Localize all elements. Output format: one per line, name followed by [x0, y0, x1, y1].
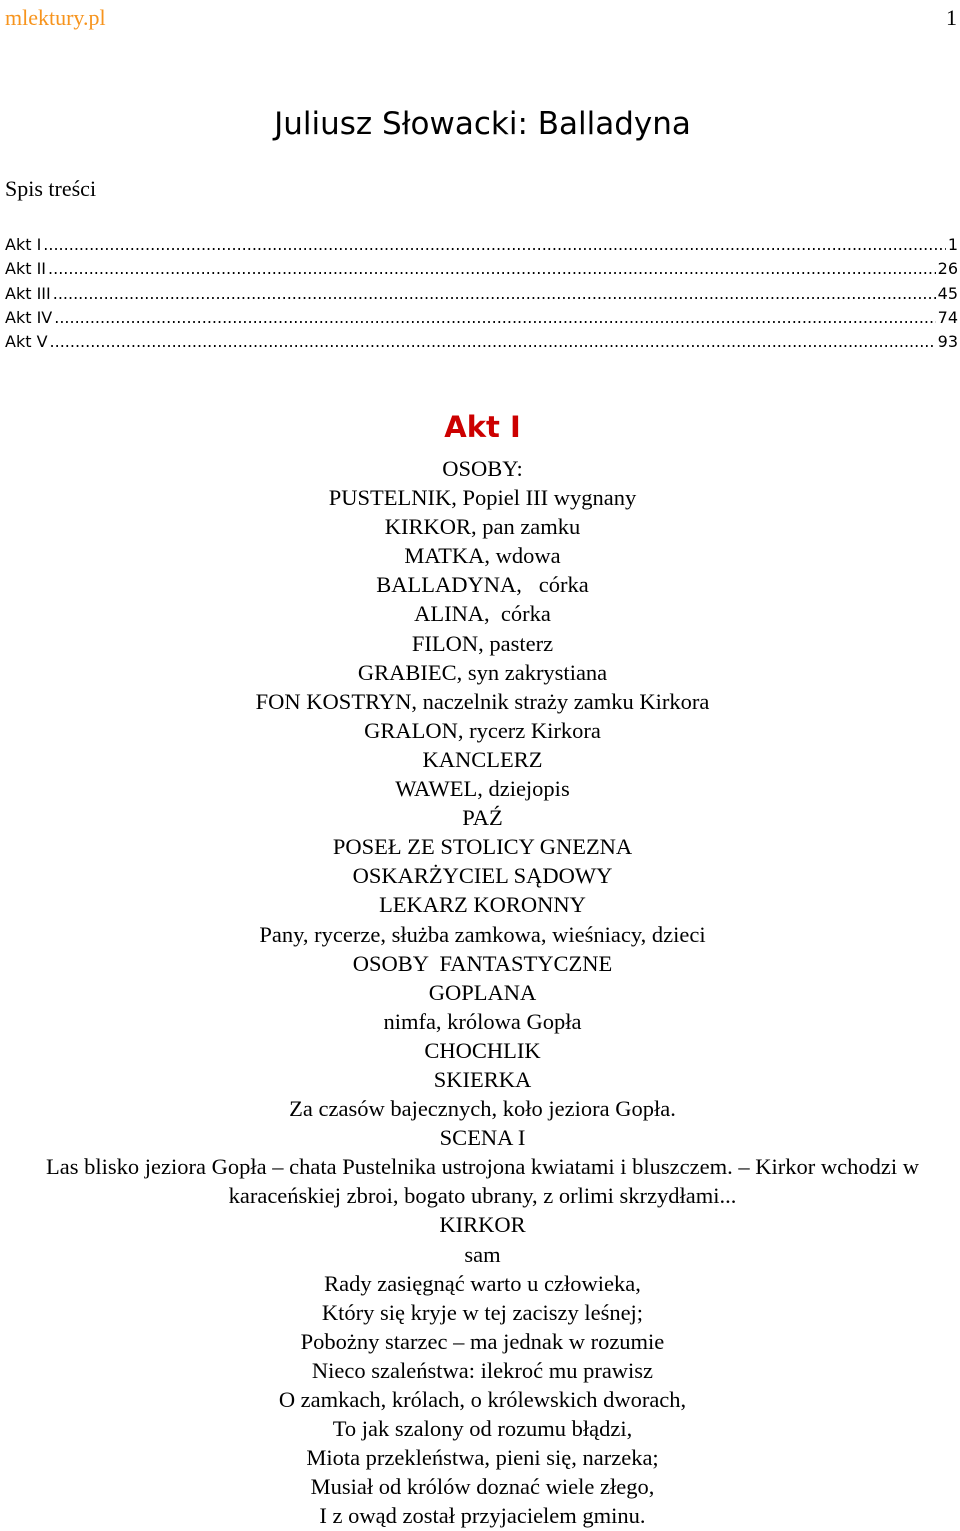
scene-heading: SCENA I: [439, 1125, 526, 1151]
cast-member: ALINA, córka: [414, 601, 551, 627]
cast-member: FILON, pasterz: [411, 630, 554, 656]
toc-entry[interactable]: [5, 282, 958, 306]
verse-line: Nieco szaleństwa: ilekroć mu prawisz: [311, 1357, 654, 1383]
cast-member: Pany, rycerze, służba zamkowa, wieśniacy, dzieci: [259, 921, 706, 947]
verse-line: Pobożny starzec – ma jednak w rozumie: [300, 1328, 665, 1354]
toc-entry-label: Akt IV: [5, 307, 53, 327]
cast-member: OSKARŻYCIEL SĄDOWY: [352, 863, 613, 889]
verse-line: Miota przekleństwa, pieni się, narzeka;: [306, 1445, 659, 1471]
toc-entry[interactable]: [5, 257, 958, 281]
cast-member: PUSTELNIK, Popiel III wygnany: [328, 485, 637, 511]
fantastic-cast-member: GOPLANA: [428, 979, 537, 1005]
cast-member: FON KOSTRYN, naczelnik straży zamku Kirkora: [255, 688, 710, 714]
toc-entry[interactable]: [5, 233, 958, 257]
scene-description: Las blisko jeziora Gopła – chata Pustelnika ustrojona kwiatami i bluszczem. – Kirkor wchodzi w karaceńskiej zbroi, bogato ubrany, z orlimi skrzydłami...: [46, 1154, 919, 1209]
toc-entry[interactable]: [5, 330, 958, 354]
toc-entry-label: Akt I: [5, 235, 42, 254]
page-header: [0, 0, 960, 36]
toc-entry-label: Akt III: [5, 283, 51, 303]
verse-line: O zamkach, królach, o królewskich dworach,: [278, 1387, 687, 1412]
toc-entry-page: 45: [937, 283, 958, 303]
cast-member: LEKARZ KORONNY: [379, 892, 586, 918]
toc-entry-label: Akt II: [5, 259, 47, 279]
toc-leader-dots: [50, 330, 936, 354]
fantastic-cast-member: CHOCHLIK: [424, 1037, 541, 1063]
toc-leader-dots: [48, 257, 936, 281]
toc-leader-dots: [43, 233, 946, 257]
site-link[interactable]: mlektury.pl: [5, 5, 106, 30]
act-content: [0, 454, 960, 1530]
toc-entry-page: 93: [937, 332, 958, 352]
toc-entry-page: 26: [937, 259, 958, 279]
toc-entry-page: 74: [937, 307, 958, 327]
verse-line: Który się kryje w tej zaciszy leśnej;: [321, 1299, 644, 1325]
act-heading: Akt I: [444, 410, 521, 444]
fantastic-cast-member: nimfa, królowa Gopła: [383, 1008, 582, 1034]
toc-entry-label: Akt V: [5, 332, 48, 352]
verse-line: To jak szalony od rozumu błądzi,: [332, 1416, 633, 1442]
toc-leader-dots: [53, 282, 936, 306]
cast-member: BALLADYNA, córka: [376, 572, 589, 598]
fantastic-cast-heading: OSOBY FANTASTYCZNE: [352, 950, 613, 976]
cast-member: GRALON, rycerz Kirkora: [364, 717, 601, 743]
cast-member: GRABIEC, syn zakrystiana: [357, 659, 608, 685]
toc-heading: Spis treści: [5, 176, 97, 201]
cast-member: POSEŁ ZE STOLICY GNEZNA: [332, 834, 633, 860]
verse-line: Musiał od królów doznać wiele złego,: [310, 1474, 655, 1500]
document-title: Juliusz Słowacki: Balladyna: [274, 106, 691, 142]
cast-member: MATKA, wdowa: [404, 543, 561, 569]
fantastic-cast-member: SKIERKA: [433, 1066, 532, 1092]
verse-line: I z owąd został przyjacielem gminu.: [319, 1503, 646, 1529]
cast-member: KANCLERZ: [422, 746, 543, 772]
toc-leader-dots: [54, 306, 935, 330]
toc-entry-page: 1: [947, 235, 958, 254]
page-number: 1: [946, 5, 957, 30]
cast-heading: OSOBY:: [442, 456, 523, 481]
speaker-name: KIRKOR: [439, 1212, 526, 1238]
stage-direction: sam: [464, 1241, 501, 1267]
cast-member: KIRKOR, pan zamku: [384, 514, 581, 540]
toc-entry[interactable]: [5, 306, 958, 330]
verse-line: Rady zasięgnąć warto u człowieka,: [324, 1270, 641, 1296]
cast-member: PAŹ: [462, 805, 503, 831]
table-of-contents: [5, 233, 958, 354]
setting-note: Za czasów bajecznych, koło jeziora Gopła.: [289, 1096, 676, 1122]
cast-member: WAWEL, dziejopis: [395, 776, 570, 802]
